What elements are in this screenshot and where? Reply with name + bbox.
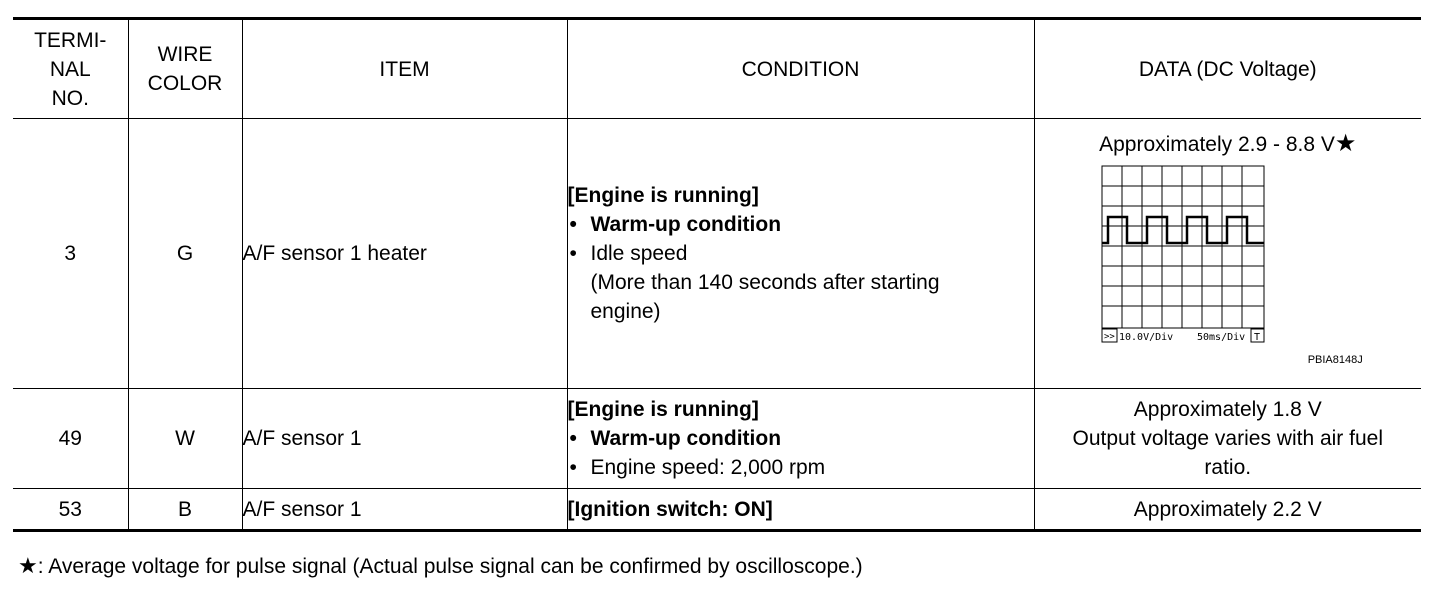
data-note: Output voltage varies with air fuel [1072, 427, 1383, 450]
header-condition: CONDITION [567, 19, 1034, 119]
item-name: A/F sensor 1 [242, 489, 567, 531]
star-icon: ★ [1334, 130, 1357, 157]
terminal-data-table [13, 17, 1421, 532]
header-wire-color: WIRE COLOR [128, 19, 242, 119]
header-item: ITEM [242, 19, 567, 119]
wire-color: G [128, 119, 242, 389]
table-row [13, 119, 1421, 389]
condition-bullet: • Idle speed [568, 239, 1034, 268]
star-icon: ★ [18, 553, 38, 578]
condition-bullet: • Warm-up condition [568, 210, 1034, 239]
data-value: Approximately 1.8 V [1133, 398, 1322, 421]
oscilloscope-waveform [1101, 165, 1271, 345]
wire-color: B [128, 489, 242, 531]
condition-title: [Engine is running] [567, 398, 759, 421]
table-row [13, 389, 1421, 489]
data-value: Approximately 2.2 V [1034, 489, 1421, 531]
data-value: Approximately 2.9 - 8.8 V [1099, 133, 1335, 156]
scope-time-div: 50ms/Div [1196, 332, 1245, 343]
condition-cell [567, 389, 1034, 489]
figure-code: PBIA8148J [1307, 354, 1363, 366]
oscilloscope-figure [1093, 165, 1363, 367]
data-note: ratio. [1204, 456, 1252, 479]
condition-bullet: • Warm-up condition [568, 424, 1034, 453]
header-terminal-no: TERMI- NAL NO. [13, 19, 128, 119]
footnote-text: : Average voltage for pulse signal (Actual pulse signal can be confirmed by oscilloscope.) [37, 555, 863, 578]
terminal-no: 49 [13, 389, 128, 489]
footnote [18, 552, 863, 581]
scope-trigger-label: T [1253, 332, 1260, 343]
condition-bullet: • Engine speed: 2,000 rpm [568, 453, 1034, 482]
condition-title: [Engine is running] [567, 184, 759, 207]
item-name: A/F sensor 1 [242, 389, 567, 489]
data-cell [1034, 119, 1421, 389]
item-name: A/F sensor 1 heater [242, 119, 567, 389]
condition-title: [Ignition switch: ON] [567, 497, 773, 521]
header-data: DATA (DC Voltage) [1034, 19, 1421, 119]
header-row [13, 19, 1421, 119]
scope-mode-label: >> [1103, 332, 1115, 342]
condition-note: engine) [590, 300, 661, 323]
condition-cell [567, 489, 1034, 531]
table-row [13, 489, 1421, 531]
condition-cell [567, 119, 1034, 389]
data-cell [1034, 389, 1421, 489]
scope-volt-div: 10.0V/Div [1118, 332, 1173, 343]
wire-color: W [128, 389, 242, 489]
condition-note: (More than 140 seconds after starting [590, 271, 940, 294]
terminal-no: 53 [13, 489, 128, 531]
terminal-no: 3 [13, 119, 128, 389]
